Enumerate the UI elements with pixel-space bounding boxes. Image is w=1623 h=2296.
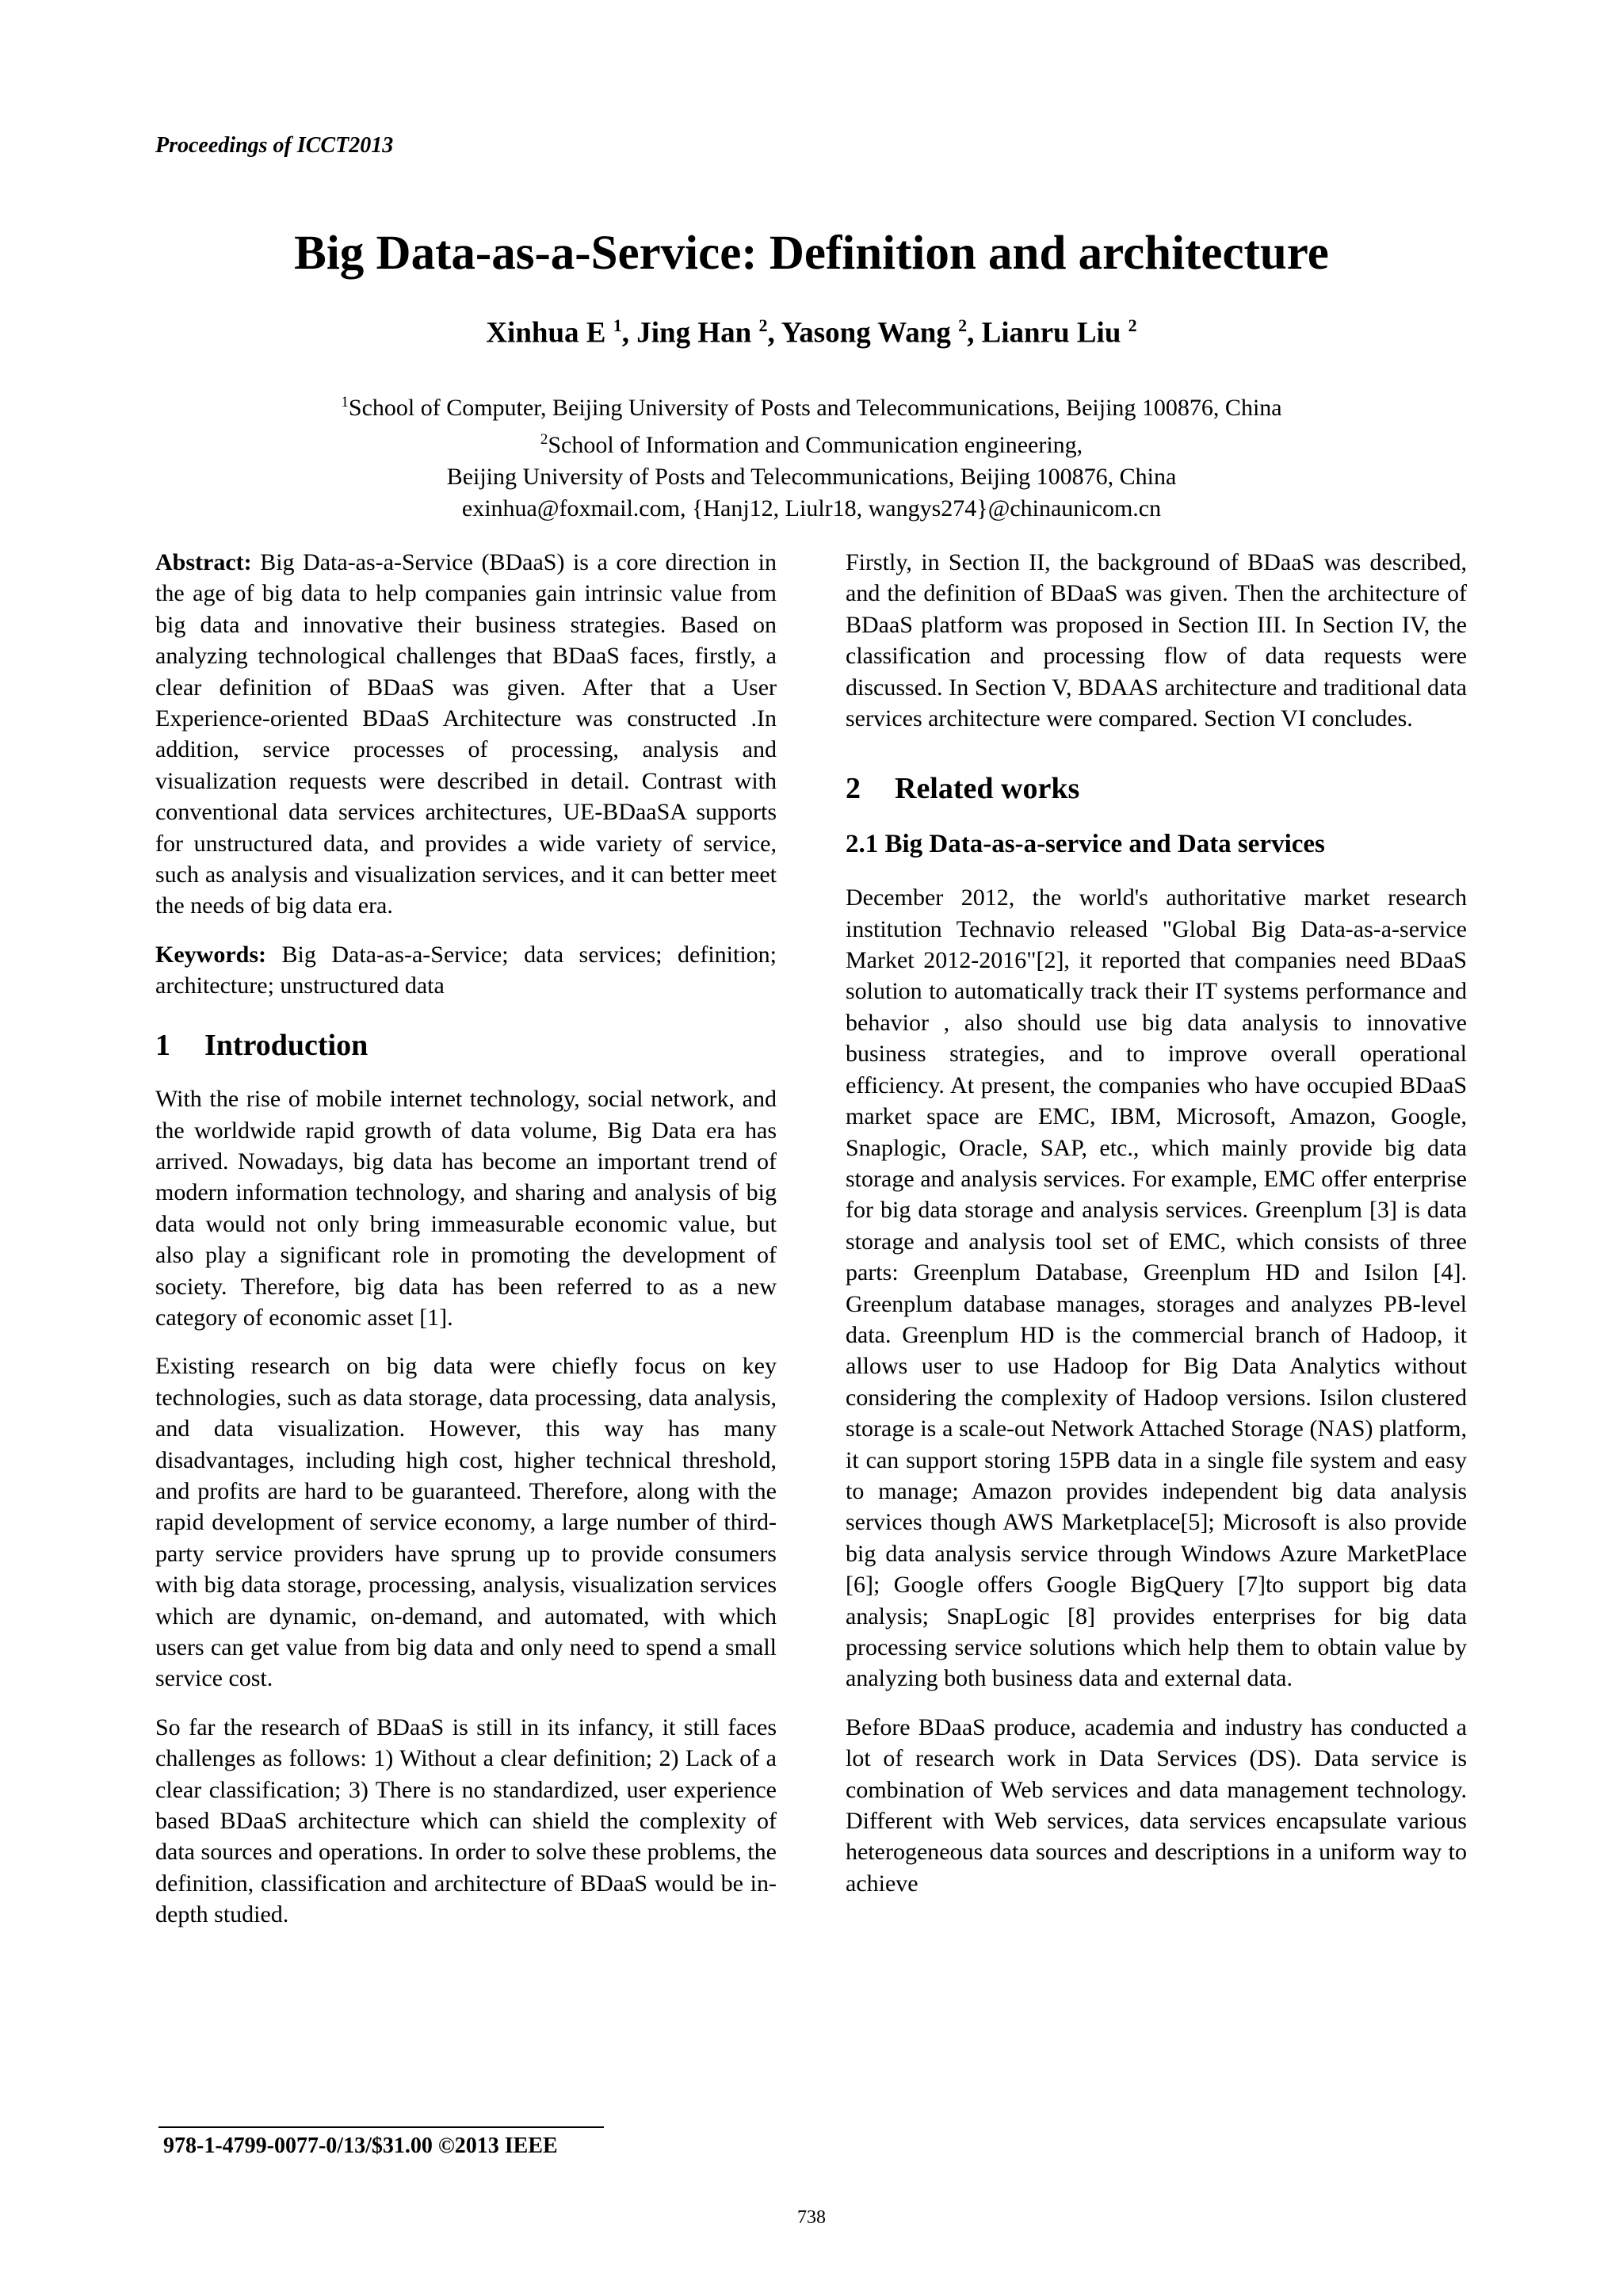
abstract-text: Big Data-as-a-Service (BDaaS) is a core direction in the age of big data to help companies gain intrinsic value from big data and innovative their business strategies. Based on analyzing technological challenges that BDaaS faces, firstly, a clear definition of BDaaS was given. After that a User Experience-oriented BDaaS Architecture was constructed .In addition, service processes of processing, analysis and visualization requests were described in detail. Contrast with conventional data services architectures, UE-BDaaSA supports for unstructured data, and provides a wide variety of service, such as analysis and visualization services, and it can better meet the needs of big data era. <box>155 549 777 919</box>
affiliation-2: $^2$School of Information and Communication engineering, <box>540 431 1083 458</box>
keywords-label: Keywords: <box>155 941 266 968</box>
author-affil-marker: 2 <box>1128 315 1137 335</box>
running-header: Proceedings of ICCT2013 <box>155 133 394 158</box>
paper-title: Big Data-as-a-Service: Definition and architecture <box>294 227 1329 280</box>
paragraph: Existing research on big data were chiefly focus on key technologies, such as data storage, data processing, data analysis, and data visualization. However, this way has many disadvantages, including high cost, higher technical threshold, and profits are hard to be guaranteed. Therefore, along with the rapid development of service economy, a large number of third-party service providers have sprung up to provide consumers with big data storage, processing, analysis, visualization services which are dynamic, on-demand, and automated, with which users can get value from big data and only need to spend a small service cost. <box>155 1353 777 1692</box>
right-column <box>846 547 1467 1899</box>
affiliations <box>0 387 1623 525</box>
paragraph: December 2012, the world's authoritative market research institution Technavio released "Global Big Data-as-a-service Market 2012-2016"[2], it reported that companies need BDaaS solution to automatically track their IT systems performance and behavior , also should use big data analysis to innovative business strategies, and to improve overall operational efficiency. At present, the companies who have occupied BDaaS market space are EMC, IBM, Microsoft, Amazon, Google, Snaplogic, Oracle, SAP, etc., which mainly provide big data storage and analysis services. For example, EMC offer enterprise for big data storage and analysis services. Greenplum [3] is data storage and analysis tool set of EMC, which consists of three parts: Greenplum Database, Greenplum HD and Isilon [4]. Greenplum database manages, storages and analyzes PB-level data. Greenplum HD is the commercial branch of Hadoop, it allows user to use Hadoop for Big Data Analytics without considering the complexity of Hadoop versions. Isilon clustered storage is a scale-out Network Attached Storage (NAS) platform, it can support storing 15PB data in a single file system and easy to manage; Amazon provides independent big data analysis services though AWS Marketplace[5]; Microsoft is also provide big data analysis service through Windows Azure MarketPlace [6]; Google offers Google BigQuery [7]to support big data analysis; SnapLogic [8] provides enterprises for big data processing service solutions which help them to obtain value by analyzing both business data and external data. <box>846 884 1467 1692</box>
author-list: Xinhua E $^1$, Jing Han $^2$, Yasong Wang $^2$, Lianru Liu $^2$ <box>486 315 1137 350</box>
abstract <box>155 547 777 922</box>
affiliation-1: $^1$School of Computer, Beijing University of Posts and Telecommunications, Beijing 100876, China <box>341 394 1282 421</box>
footnote-rule <box>158 2126 604 2128</box>
paragraph: Firstly, in Section II, the background of BDaaS was described, and the definition of BDaaS was given. Then the architecture of BDaaS platform was proposed in Section III. In Section IV, the classification and processing flow of data requests were discussed. In Section V, BDAAS architecture and traditional data services architecture were compared. Section VI concludes. <box>846 549 1467 732</box>
author-emails: exinhua@foxmail.com, {Hanj12, Liulr18, wangys274}@chinaunicom.cn <box>461 495 1162 521</box>
paragraph: Before BDaaS produce, academia and industry has conducted a lot of research work in Data Services (DS). Data service is combination of Web services and data management technology. Different with Web services, data services encapsulate various heterogeneous data sources and descriptions in a uniform way to achieve <box>846 1713 1467 1897</box>
section-heading-related-works: 2 Related works <box>846 772 1080 806</box>
page-number: 738 <box>797 2207 826 2228</box>
paragraph: With the rise of mobile internet technology, social network, and the worldwide rapid growth of data volume, Big Data era has arrived. Nowadays, big data has become an important trend of modern information technology, and sharing and analysis of big data would not only bring immeasurable economic value, but also play a significant role in promoting the development of society. Therefore, big data has been referred to as a new category of economic asset [1]. <box>155 1086 777 1331</box>
left-column <box>155 547 777 1931</box>
author-affil-marker: 1 <box>613 315 622 335</box>
author-affil-marker: 2 <box>958 315 968 335</box>
section-heading-introduction: 1 Introduction <box>155 1028 369 1062</box>
author-name: Lianru Liu <box>981 316 1121 350</box>
paragraph: So far the research of BDaaS is still in its infancy, it still faces challenges as follows: 1) Without a clear definition; 2) Lack of a clear classification; 3) There is no standardized, user experience based BDaaS architecture which can shield the complexity of data sources and operations. In order to solve these problems, the definition, classification and architecture of BDaaS would be in-depth studied. <box>155 1713 777 1928</box>
keywords <box>155 939 777 1002</box>
author-affil-marker: 2 <box>758 315 768 335</box>
copyright-notice: 978-1-4799-0077-0/13/$31.00 ©2013 IEEE <box>163 2134 558 2158</box>
keywords-text: Big Data-as-a-Service; data services; definition; architecture; unstructured data <box>155 941 777 999</box>
abstract-label: Abstract: <box>155 549 252 575</box>
author-name: Yasong Wang <box>781 316 951 350</box>
subsection-heading: 2.1 Big Data-as-a-service and Data services <box>846 829 1325 858</box>
affiliation-2-continued: Beijing University of Posts and Telecommunications, Beijing 100876, China <box>446 464 1177 490</box>
author-name: Jing Han <box>636 316 752 350</box>
author-name: Xinhua E <box>486 316 606 350</box>
